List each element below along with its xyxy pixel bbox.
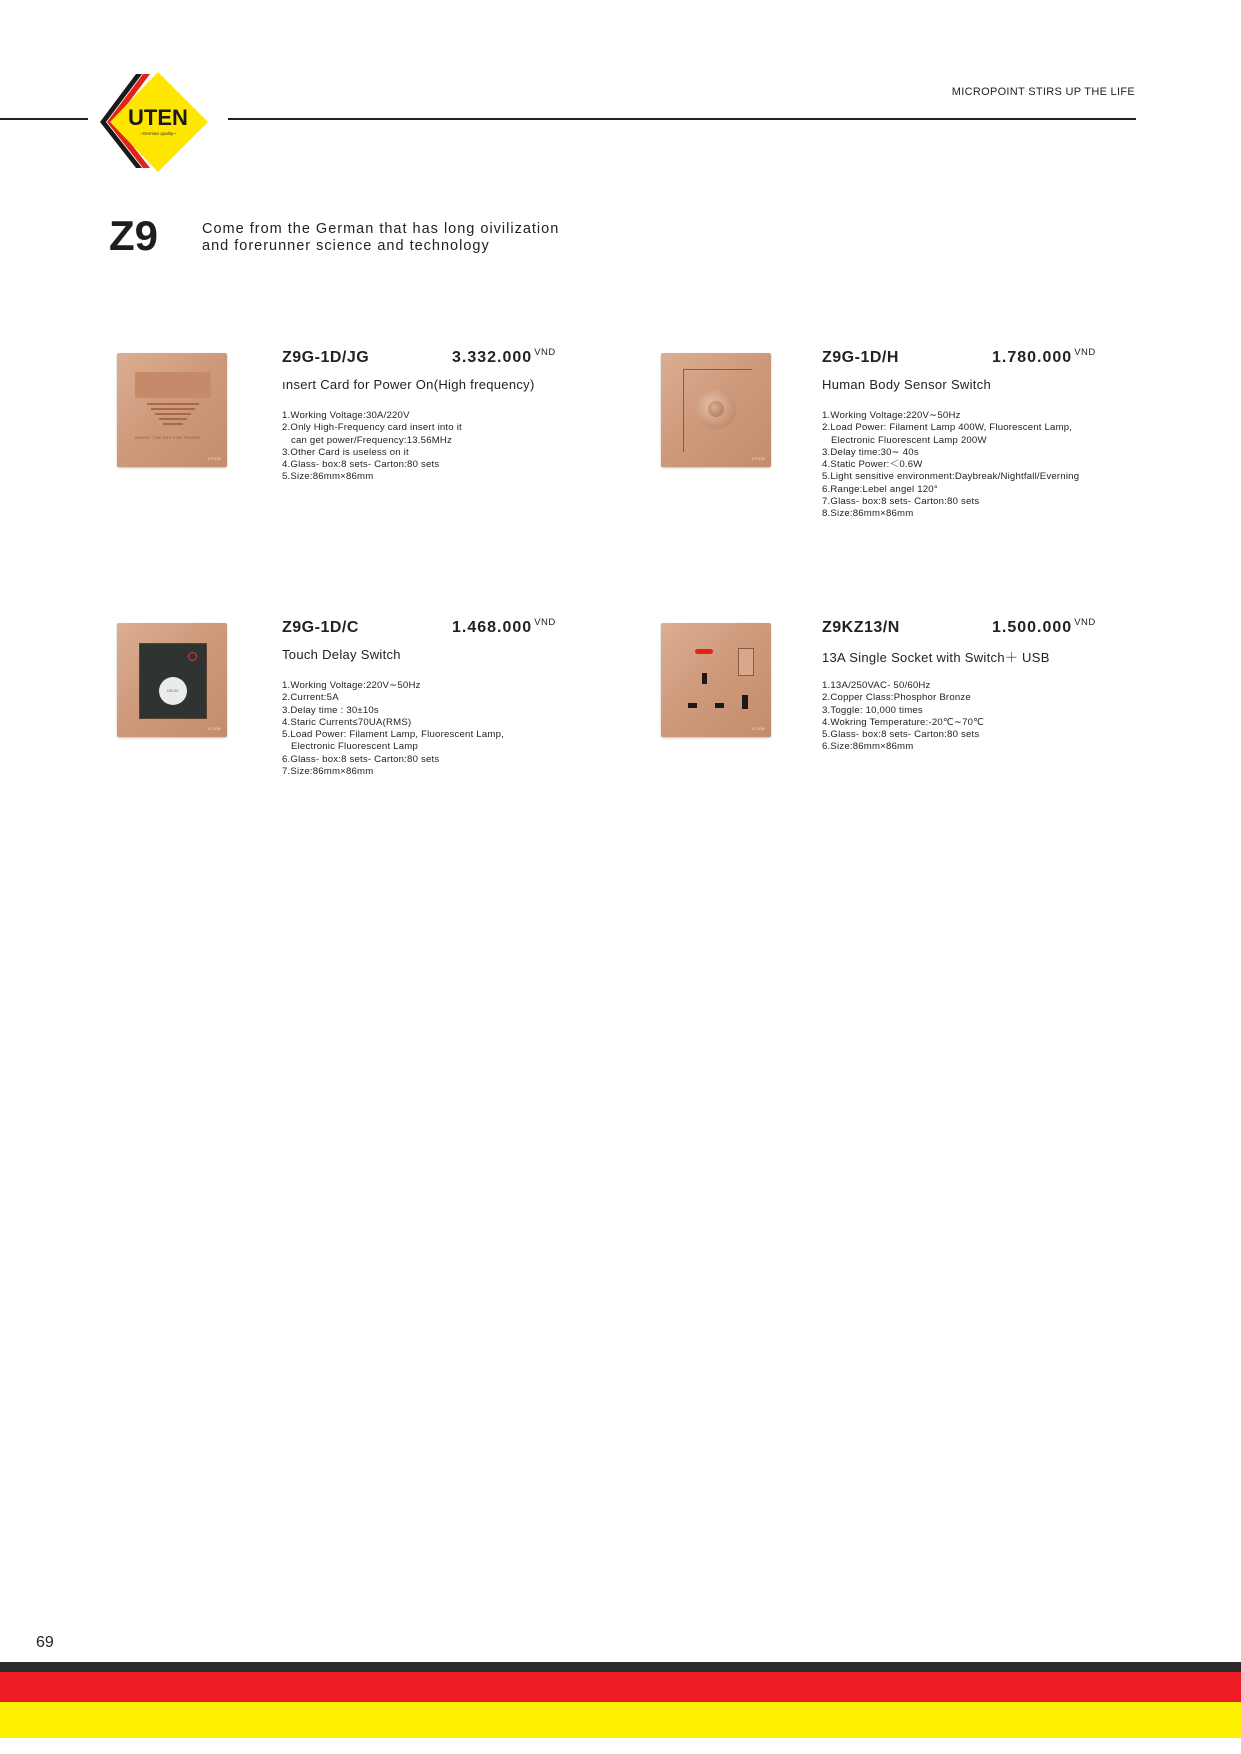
thumb-brand: UTEN	[208, 456, 221, 461]
spec-line: 5.Load Power: Filament Lamp, Fluorescent Lamp,	[282, 729, 504, 741]
tagline: MICROPOINT STIRS UP THE LIFE	[951, 86, 1135, 98]
thumb-brand: UTEN	[208, 726, 221, 731]
product-specs	[822, 680, 984, 754]
spec-line: 3.Toggle: 10,000 times	[822, 704, 923, 716]
sensor-switch-thumbnail	[661, 353, 771, 467]
spec-line: 2.Copper Class:Phosphor Bronze	[822, 692, 971, 704]
spec-line: 4.Static Power:＜0.6W	[822, 459, 923, 471]
spec-line: Electronic Fluorescent Lamp	[291, 741, 418, 753]
spec-line: 7.Size:86mm×86mm	[282, 766, 374, 778]
price-currency: VND	[534, 347, 556, 358]
spec-line: 2.Only High-Frequency card insert into it	[282, 422, 462, 434]
logo-subtext: ~German quality~	[140, 131, 176, 136]
spec-line: can get power/Frequency:13.56MHz	[291, 434, 453, 446]
spec-line: 1.Working Voltage:30A/220V	[282, 410, 410, 421]
product-code: Z9G-1D/H	[822, 349, 899, 366]
product-code: Z9KZ13/N	[822, 619, 900, 636]
product-code: Z9G-1D/C	[282, 619, 359, 636]
product-name: 13A Single Socket with Switch＋ USB	[822, 650, 1050, 665]
spec-line: 2.Load Power: Filament Lamp 400W, Fluorescent Lamp,	[822, 422, 1073, 434]
price-currency: VND	[534, 617, 556, 628]
price-currency: VND	[1074, 347, 1096, 358]
series-description-line: and forerunner science and technology	[202, 238, 490, 254]
thumb-brand: UTEN	[752, 726, 765, 731]
spec-line: 6.Glass- box:8 sets- Carton:80 sets	[282, 753, 440, 765]
spec-line: 6.Size:86mm×86mm	[822, 741, 914, 753]
series-description	[202, 221, 582, 255]
product-price	[452, 619, 556, 637]
product-price	[992, 349, 1096, 367]
thumb-label: DELAY	[167, 689, 179, 693]
thumb-brand: UTEN	[752, 456, 765, 461]
spec-line: 1.Working Voltage:220V∼50Hz	[822, 410, 961, 421]
series-description-line: Come from the German that has long oivilization	[202, 221, 560, 237]
product-price	[992, 619, 1096, 637]
uten-logo	[96, 72, 216, 172]
product-specs	[282, 410, 462, 484]
spec-line: 6.Range:Lebel angel 120°	[822, 483, 938, 495]
price-value: 1.468.000	[452, 619, 533, 636]
socket-thumbnail	[661, 623, 771, 737]
spec-line: 5.Light sensitive environment:Daybreak/Nightfall/Everning	[822, 471, 1080, 483]
spec-line: Electronic Fluorescent Lamp 200W	[831, 434, 987, 446]
flag-stripe-red	[0, 1672, 1241, 1702]
spec-line: 4.Glass- box:8 sets- Carton:80 sets	[282, 459, 440, 471]
spec-line: 7.Glass- box:8 sets- Carton:80 sets	[822, 496, 980, 508]
product-price	[452, 349, 556, 367]
product-specs	[282, 680, 504, 778]
spec-line: 5.Glass- box:8 sets- Carton:80 sets	[822, 729, 980, 741]
header-rule-right	[228, 118, 1136, 120]
header-rule-left	[0, 118, 88, 120]
thumb-label: INSERT THE KEY FOR POWER	[135, 435, 201, 440]
logo-text: UTEN	[128, 105, 188, 130]
price-value: 1.500.000	[992, 619, 1073, 636]
product-code: Z9G-1D/JG	[282, 349, 370, 366]
card-switch-thumbnail	[117, 353, 227, 467]
product-name: ınsert Card for Power On(High frequency)	[282, 377, 535, 392]
price-value: 1.780.000	[992, 349, 1073, 366]
flag-stripe-black	[0, 1662, 1241, 1672]
product-name: Touch Delay Switch	[282, 647, 401, 662]
spec-line: 3.Delay time : 30±10s	[282, 704, 379, 716]
spec-line: 4.Staric Current≤70UA(RMS)	[282, 716, 412, 728]
flag-stripe-yellow	[0, 1702, 1241, 1738]
spec-line: 3.Delay time:30∼ 40s	[822, 446, 919, 458]
price-currency: VND	[1074, 617, 1096, 628]
touch-switch-thumbnail	[117, 623, 227, 737]
product-name: Human Body Sensor Switch	[822, 377, 992, 392]
price-value: 3.332.000	[452, 349, 533, 366]
series-code: Z9	[109, 212, 159, 259]
spec-line: 1.13A/250VAC- 50/60Hz	[822, 680, 931, 691]
spec-line: 3.Other Card is useless on it	[282, 446, 409, 458]
spec-line: 4.Wokring Temperature:-20℃∼70℃	[822, 716, 985, 728]
page-number: 69	[36, 1634, 54, 1651]
spec-line: 8.Size:86mm×86mm	[822, 508, 914, 520]
product-specs	[822, 410, 1079, 521]
spec-line: 5.Size:86mm×86mm	[282, 471, 374, 483]
spec-line: 1.Working Voltage:220V∼50Hz	[282, 680, 421, 691]
spec-line: 2.Current:5A	[282, 692, 339, 704]
